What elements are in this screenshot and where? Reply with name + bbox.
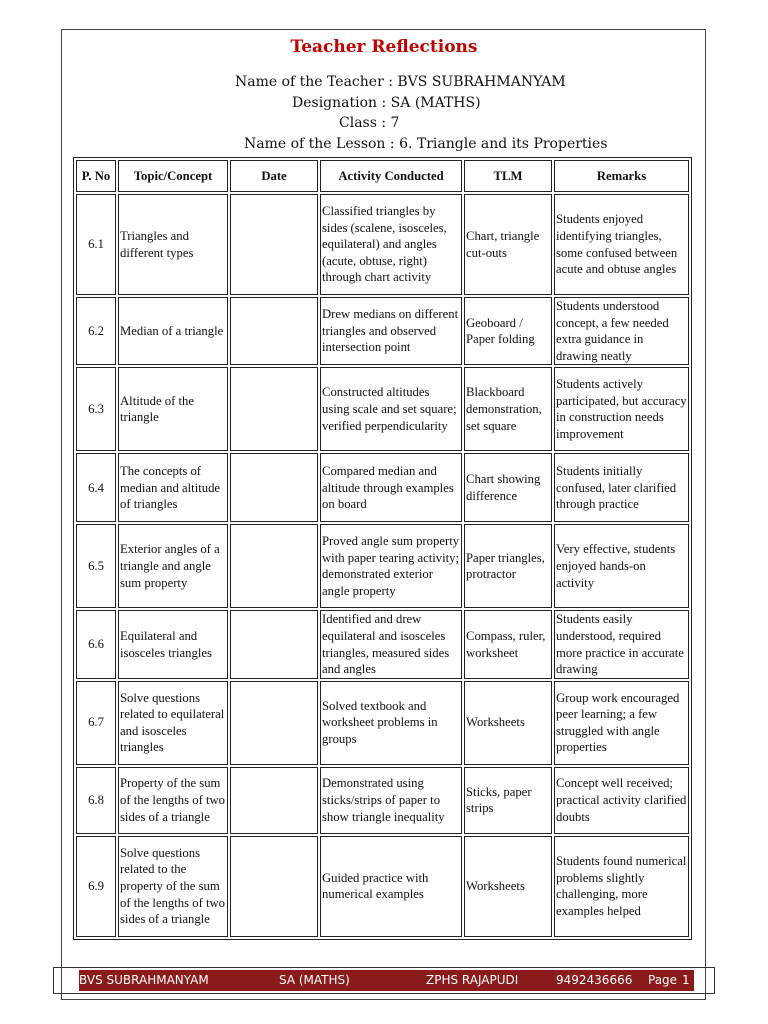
- footer-band: [79, 970, 644, 991]
- lesson-value: 6. Triangle and its Properties: [399, 136, 608, 152]
- pno-cell: 6.3: [76, 367, 116, 451]
- footer-designation: SA (MATHS): [279, 973, 350, 987]
- remarks-cell: Students found numerical problems slightly challenging, more examples helped: [554, 836, 689, 937]
- column-header-activity: Activity Conducted: [320, 160, 462, 192]
- designation-value: SA (MATHS): [390, 95, 481, 111]
- date-cell: [230, 194, 318, 295]
- footer-phone: 9492436666: [556, 973, 633, 987]
- teacher-label: Name of the Teacher: [235, 74, 384, 90]
- table-row: [76, 194, 689, 295]
- topic-cell: The concepts of median and altitude of triangles: [118, 453, 228, 522]
- footer-teacher-name: BVS SUBRAHMANYAM: [79, 973, 209, 987]
- activity-cell: Proved angle sum property with paper tearing activity; demonstrated exterior angle property: [320, 524, 462, 608]
- date-cell: [230, 524, 318, 608]
- topic-cell: Solve questions related to equilateral and isosceles triangles: [118, 681, 228, 765]
- lesson-colon: :: [389, 136, 395, 152]
- reflections-table: [73, 157, 692, 940]
- column-header-remarks: Remarks: [554, 160, 689, 192]
- topic-cell: Triangles and different types: [118, 194, 228, 295]
- table-row: [76, 681, 689, 765]
- page-footer: [53, 967, 715, 994]
- topic-cell: Equilateral and isosceles triangles: [118, 610, 228, 678]
- designation-line: [292, 95, 481, 111]
- class-line: [339, 115, 399, 131]
- topic-cell: Altitude of the triangle: [118, 367, 228, 451]
- date-cell: [230, 453, 318, 522]
- table-row: [76, 767, 689, 834]
- remarks-cell: Concept well received; practical activity clarified doubts: [554, 767, 689, 834]
- footer-page-box: [644, 970, 694, 991]
- page-title: Teacher Reflections: [290, 37, 478, 57]
- date-cell: [230, 610, 318, 678]
- tlm-cell: Sticks, paper strips: [464, 767, 552, 834]
- teacher-colon: :: [388, 74, 393, 90]
- footer-page-label: Page: [648, 973, 678, 987]
- activity-cell: Classified triangles by sides (scalene, isosceles, equilateral) and angles (acute, obtuse, right) through chart activity: [320, 194, 462, 295]
- designation-label: Designation: [292, 95, 378, 111]
- teacher-name-line: [235, 74, 566, 90]
- table-row: [76, 610, 689, 678]
- teacher-value: BVS SUBRAHMANYAM: [397, 74, 566, 90]
- table-header-row: [76, 160, 689, 192]
- pno-cell: 6.5: [76, 524, 116, 608]
- lesson-line: [244, 136, 608, 152]
- activity-cell: Guided practice with numerical examples: [320, 836, 462, 937]
- footer-page-number: 1: [682, 973, 690, 987]
- tlm-cell: Compass, ruler, worksheet: [464, 610, 552, 678]
- activity-cell: Identified and drew equilateral and isosceles triangles, measured sides and angles: [320, 610, 462, 678]
- remarks-cell: Students actively participated, but accuracy in construction needs improvement: [554, 367, 689, 451]
- column-header-pno: P. No: [76, 160, 116, 192]
- tlm-cell: Paper triangles, protractor: [464, 524, 552, 608]
- date-cell: [230, 836, 318, 937]
- date-cell: [230, 681, 318, 765]
- column-header-topic: Topic/Concept: [118, 160, 228, 192]
- topic-cell: Property of the sum of the lengths of two sides of a triangle: [118, 767, 228, 834]
- table-row: [76, 453, 689, 522]
- date-cell: [230, 297, 318, 365]
- remarks-cell: Group work encouraged peer learning; a few struggled with angle properties: [554, 681, 689, 765]
- tlm-cell: Worksheets: [464, 836, 552, 937]
- topic-cell: Median of a triangle: [118, 297, 228, 365]
- pno-cell: 6.9: [76, 836, 116, 937]
- pno-cell: 6.1: [76, 194, 116, 295]
- pno-cell: 6.2: [76, 297, 116, 365]
- class-label: Class: [339, 115, 377, 131]
- designation-colon: :: [381, 95, 387, 111]
- pno-cell: 6.4: [76, 453, 116, 522]
- remarks-cell: Students understood concept, a few needed extra guidance in drawing neatly: [554, 297, 689, 365]
- tlm-cell: Chart showing difference: [464, 453, 552, 522]
- tlm-cell: Chart, triangle cut-outs: [464, 194, 552, 295]
- activity-cell: Demonstrated using sticks/strips of paper to show triangle inequality: [320, 767, 462, 834]
- pno-cell: 6.6: [76, 610, 116, 678]
- activity-cell: Constructed altitudes using scale and set square; verified perpendicularity: [320, 367, 462, 451]
- table-row: [76, 297, 689, 365]
- remarks-cell: Students easily understood, required more practice in accurate drawing: [554, 610, 689, 678]
- activity-cell: Compared median and altitude through examples on board: [320, 453, 462, 522]
- table-row: [76, 524, 689, 608]
- date-cell: [230, 767, 318, 834]
- topic-cell: Solve questions related to the property of the sum of the lengths of two sides of a triangle: [118, 836, 228, 937]
- remarks-cell: Very effective, students enjoyed hands-on activity: [554, 524, 689, 608]
- table-row: [76, 836, 689, 937]
- tlm-cell: Geoboard / Paper folding: [464, 297, 552, 365]
- topic-cell: Exterior angles of a triangle and angle sum property: [118, 524, 228, 608]
- lesson-label: Name of the Lesson: [244, 136, 386, 152]
- footer-school: ZPHS RAJAPUDI: [426, 973, 519, 987]
- pno-cell: 6.8: [76, 767, 116, 834]
- tlm-cell: Worksheets: [464, 681, 552, 765]
- remarks-cell: Students initially confused, later clarified through practice: [554, 453, 689, 522]
- tlm-cell: Blackboard demonstration, set square: [464, 367, 552, 451]
- column-header-tlm: TLM: [464, 160, 552, 192]
- table-row: [76, 367, 689, 451]
- class-colon: :: [381, 115, 387, 131]
- remarks-cell: Students enjoyed identifying triangles, some confused between acute and obtuse angles: [554, 194, 689, 295]
- pno-cell: 6.7: [76, 681, 116, 765]
- activity-cell: Solved textbook and worksheet problems in groups: [320, 681, 462, 765]
- class-value: 7: [390, 115, 400, 131]
- date-cell: [230, 367, 318, 451]
- activity-cell: Drew medians on different triangles and observed intersection point: [320, 297, 462, 365]
- column-header-date: Date: [230, 160, 318, 192]
